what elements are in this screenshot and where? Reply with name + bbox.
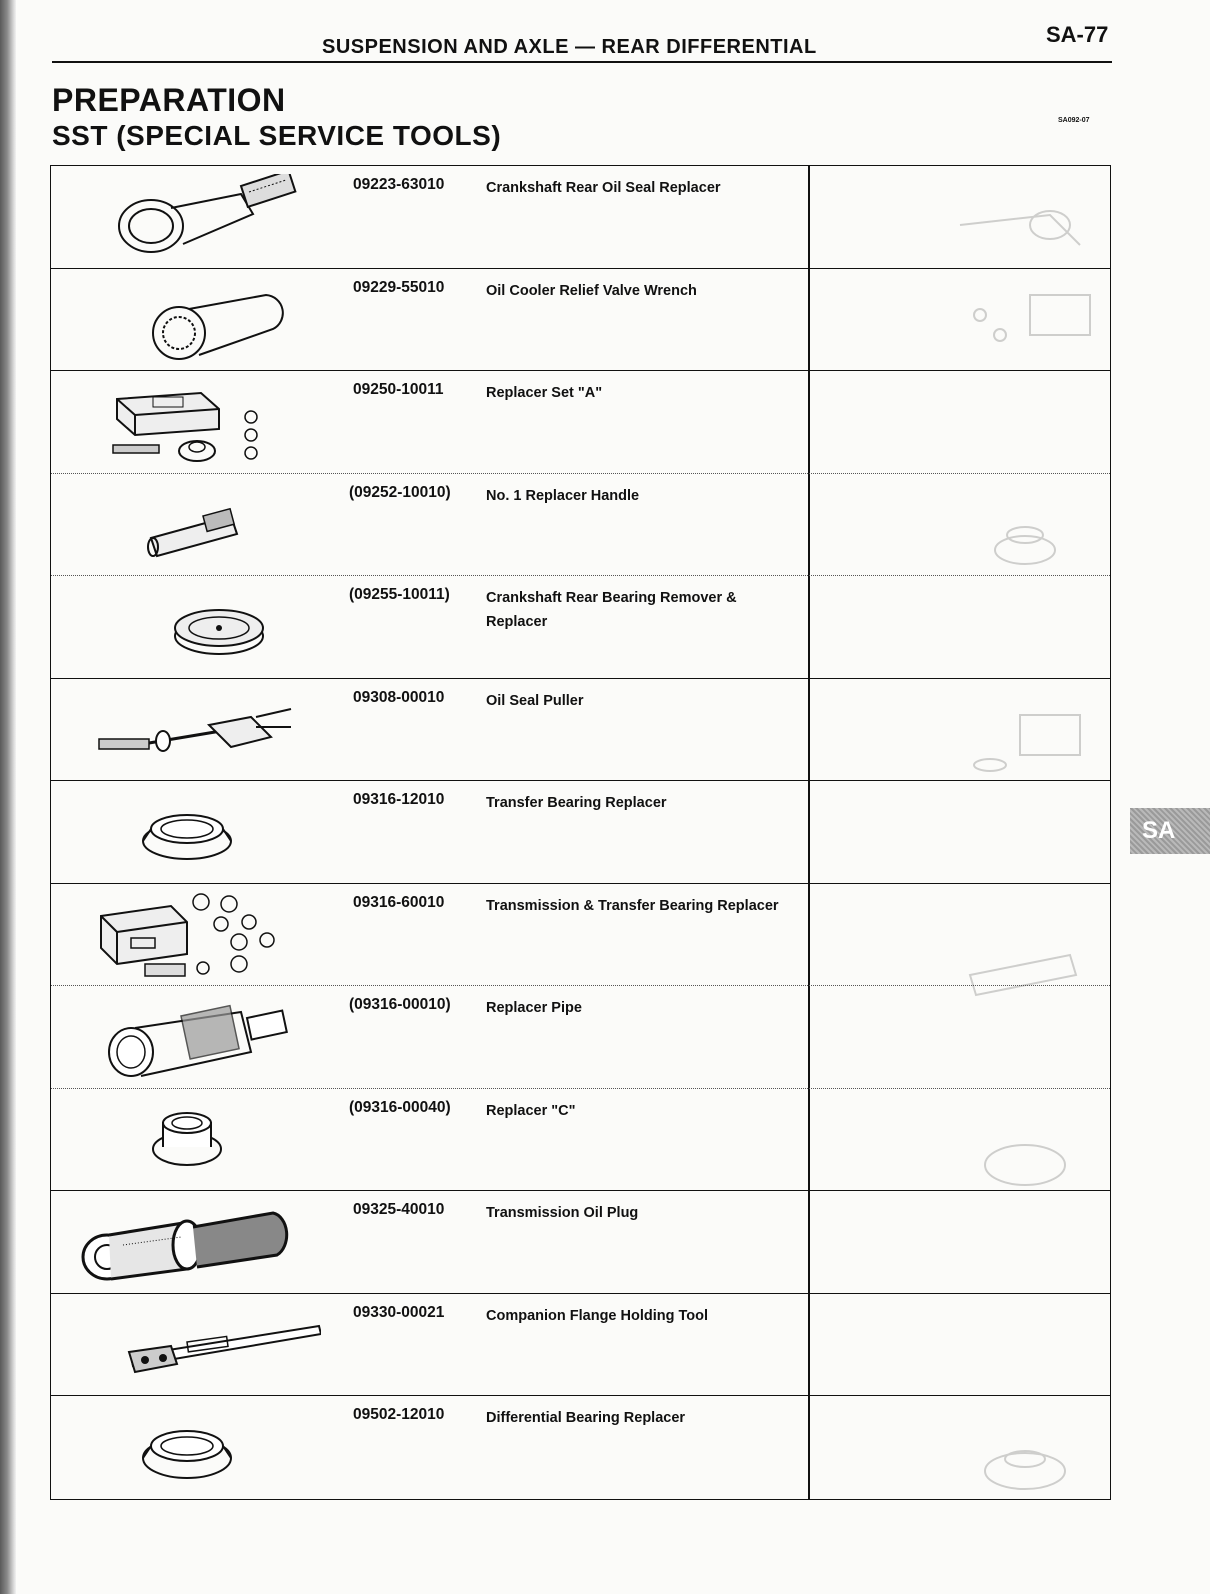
part-number: 09316-60010 <box>353 894 445 911</box>
tool-description: Companion Flange Holding Tool <box>486 1308 709 1324</box>
tool-description: Replacer Set "A" <box>486 385 603 401</box>
section-tab-label: SA <box>1142 817 1176 844</box>
tool-description: Transmission & Transfer Bearing Replacer <box>486 898 779 914</box>
part-number: 09250-10011 <box>353 381 444 398</box>
ghost-tool-icon <box>950 925 1100 1005</box>
bearing-replacer-kit-icon <box>91 892 321 978</box>
part-number: 09223-63010 <box>353 176 445 193</box>
ghost-tool-icon <box>950 505 1100 585</box>
part-number: (09255-10011) <box>349 586 450 603</box>
tool-description: Crankshaft Rear Bearing Remover & Replacer <box>486 590 737 630</box>
flange-holding-tool-icon <box>91 1302 321 1388</box>
slide-hammer-puller-icon <box>91 687 321 773</box>
bearing-ring-icon <box>91 789 321 875</box>
tool-description: Replacer "C" <box>486 1103 576 1119</box>
part-number: 09325-40010 <box>353 1201 445 1218</box>
section-tab <box>1130 808 1210 854</box>
socket-wrench-icon <box>91 277 321 363</box>
part-number: 09330-00021 <box>353 1304 445 1321</box>
tool-description: Oil Seal Puller <box>486 693 584 709</box>
bearing-remover-disc-icon <box>91 584 321 670</box>
differential-bearing-ring-icon <box>91 1404 321 1490</box>
part-number: 09502-12010 <box>353 1406 445 1423</box>
part-number: 09229-55010 <box>353 279 445 296</box>
part-number: 09316-12010 <box>353 791 445 808</box>
replacer-handle-icon <box>91 482 321 568</box>
header-rule <box>52 61 1112 63</box>
ghost-tool-icon <box>950 1425 1100 1505</box>
seal-replacer-icon <box>91 174 321 260</box>
part-number: 09308-00010 <box>353 689 445 706</box>
tool-description: Transfer Bearing Replacer <box>486 795 667 811</box>
running-header: SUSPENSION AND AXLE — REAR DIFFERENTIAL <box>322 36 817 58</box>
book-binding-shadow <box>0 0 16 1594</box>
tool-description: Oil Cooler Relief Valve Wrench <box>486 283 697 299</box>
replacer-pipe-icon <box>91 994 321 1080</box>
section-title: PREPARATION <box>52 82 286 118</box>
ghost-tool-icon <box>950 705 1100 785</box>
part-number: (09252-10010) <box>349 484 451 501</box>
oil-plug-icon <box>73 1199 313 1285</box>
ghost-tool-icon <box>950 1125 1100 1205</box>
show-through-artifacts <box>860 165 1110 1500</box>
tool-description: Crankshaft Rear Oil Seal Replacer <box>486 180 721 196</box>
ghost-tool-icon <box>950 185 1100 265</box>
tool-description: Replacer Pipe <box>486 1000 582 1016</box>
tool-description: No. 1 Replacer Handle <box>486 488 640 504</box>
page-number: SA-77 <box>1046 22 1109 47</box>
figure-code: SA092-07 <box>1058 117 1090 124</box>
tool-description: Differential Bearing Replacer <box>486 1410 686 1426</box>
replacer-set-box-icon <box>91 379 321 465</box>
replacer-c-icon <box>91 1097 321 1183</box>
part-number: (09316-00010) <box>349 996 451 1013</box>
part-number: (09316-00040) <box>349 1099 451 1116</box>
tool-description: Transmission Oil Plug <box>486 1205 639 1221</box>
ghost-tool-icon <box>950 285 1100 365</box>
section-subtitle: SST (SPECIAL SERVICE TOOLS) <box>52 120 502 151</box>
